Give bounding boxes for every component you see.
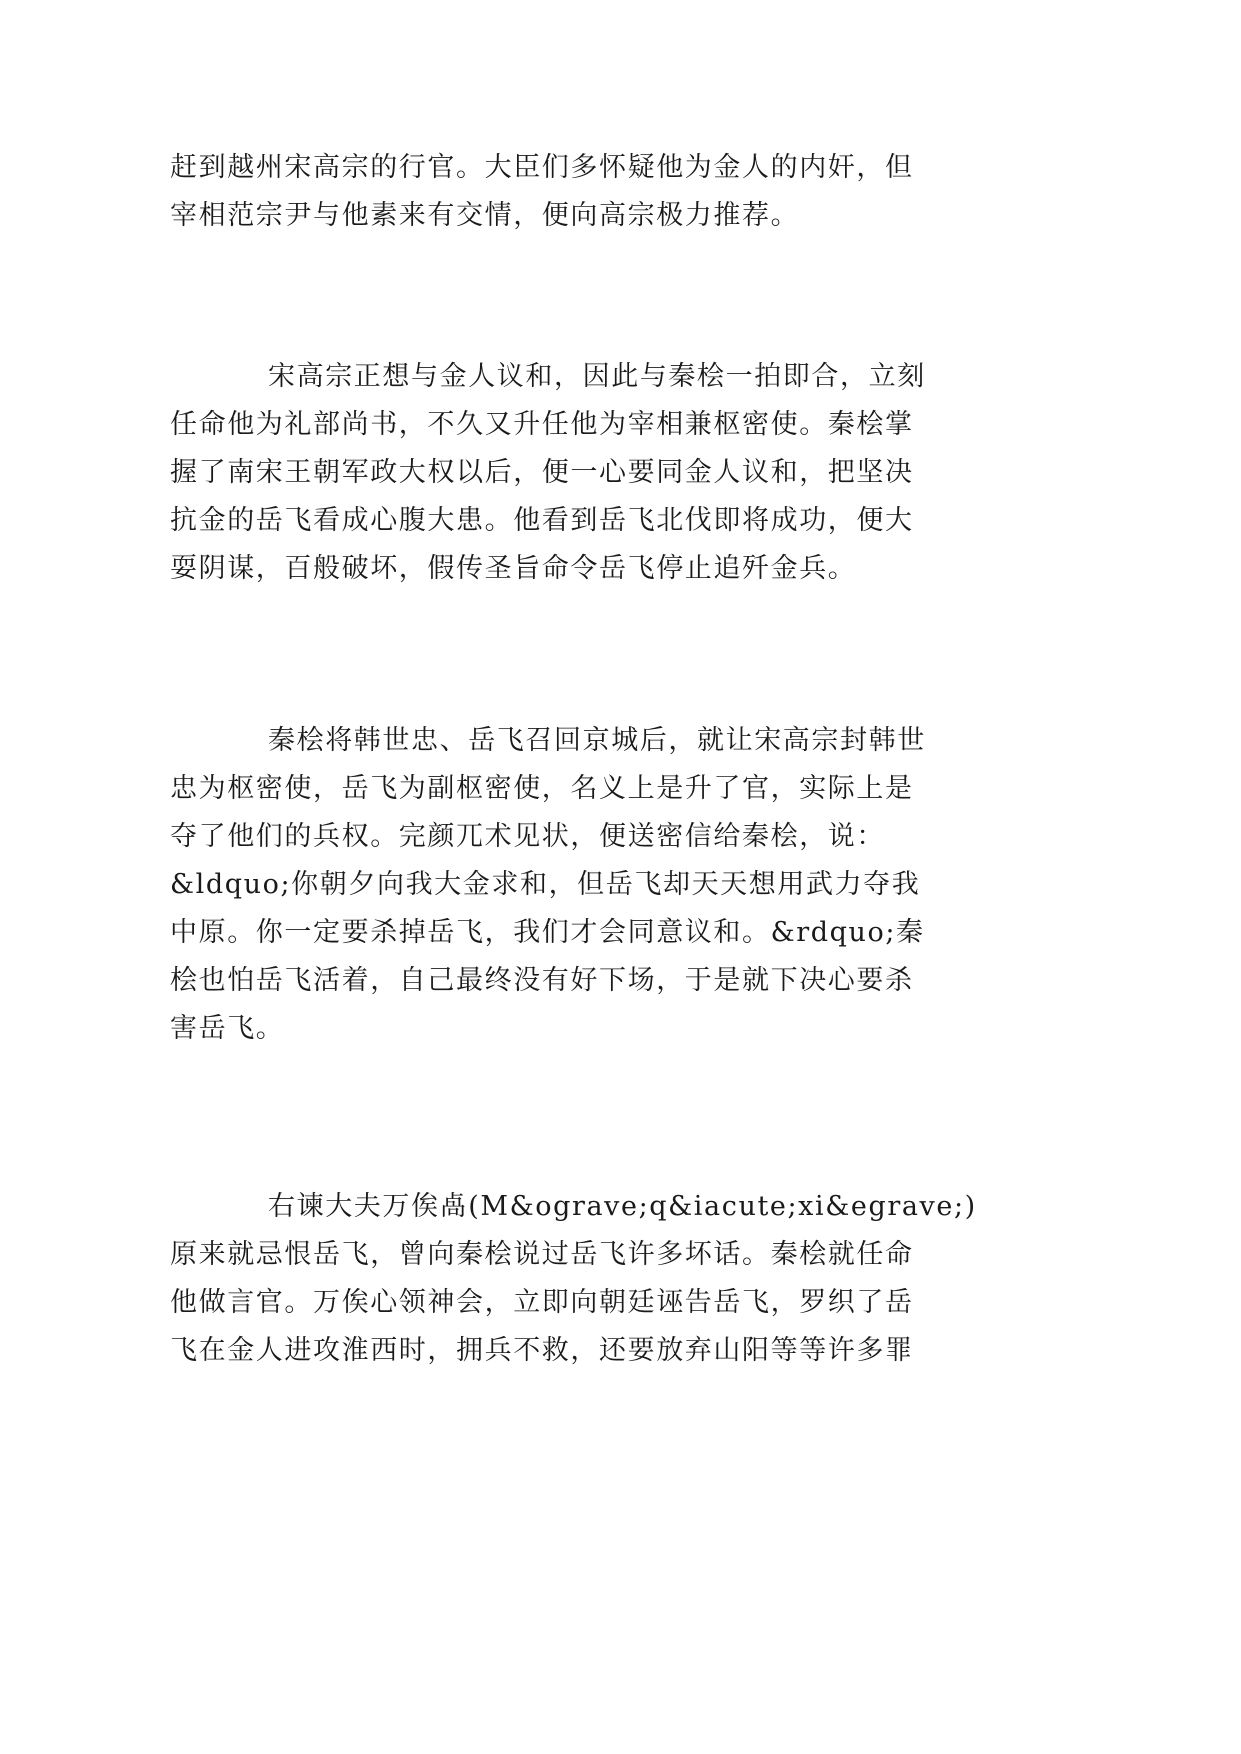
paragraph-1: [170, 144, 914, 240]
paragraph-3: [170, 717, 926, 1053]
text-line: 桧也怕岳飞活着，自己最终没有好下场，于是就下决心要杀: [170, 965, 914, 996]
text-line: 夺了他们的兵权。完颜兀术见状，便送密信给秦桧，说：: [170, 821, 885, 852]
text-line: 原来就忌恨岳飞，曾向秦桧说过岳飞许多坏话。秦桧就任命: [170, 1239, 914, 1270]
paragraph-2: [170, 353, 926, 593]
text-line: 宰相范宗尹与他素来有交情，便向高宗极力推荐。: [170, 200, 800, 231]
text-line: 赶到越州宋高宗的行官。大臣们多怀疑他为金人的内奸，但: [170, 152, 914, 183]
text-line: 他做言官。万俟心领神会，立即向朝廷诬告岳飞，罗织了岳: [170, 1287, 914, 1318]
text-line: 中原。你一定要杀掉岳飞，我们才会同意议和。&rdquo;秦: [170, 917, 925, 948]
text-line: 秦桧将韩世忠、岳飞召回京城后，就让宋高宗封韩世: [268, 725, 926, 756]
text-line: 抗金的岳飞看成心腹大患。他看到岳飞北伐即将成功，便大: [170, 505, 914, 536]
text-line: 宋高宗正想与金人议和，因此与秦桧一拍即合，立刻: [268, 361, 926, 392]
text-line: 害岳飞。: [170, 1013, 285, 1044]
text-line: 飞在金人进攻淮西时，拥兵不救，还要放弃山阳等等许多罪: [170, 1335, 914, 1366]
text-line: 耍阴谋，百般破坏，假传圣旨命令岳飞停止追歼金兵。: [170, 553, 857, 584]
text-line: 忠为枢密使，岳飞为副枢密使，名义上是升了官，实际上是: [170, 773, 914, 804]
text-line: 握了南宋王朝军政大权以后，便一心要同金人议和，把坚决: [170, 457, 914, 488]
text-line: 右谏大夫万俟卨(M&ograve;q&iacute;xi&egrave;): [268, 1191, 977, 1222]
text-line: 任命他为礼部尚书，不久又升任他为宰相兼枢密使。秦桧掌: [170, 409, 914, 440]
paragraph-4: [170, 1183, 977, 1375]
text-line: &ldquo;你朝夕向我大金求和，但岳飞却天天想用武力夺我: [170, 869, 921, 900]
